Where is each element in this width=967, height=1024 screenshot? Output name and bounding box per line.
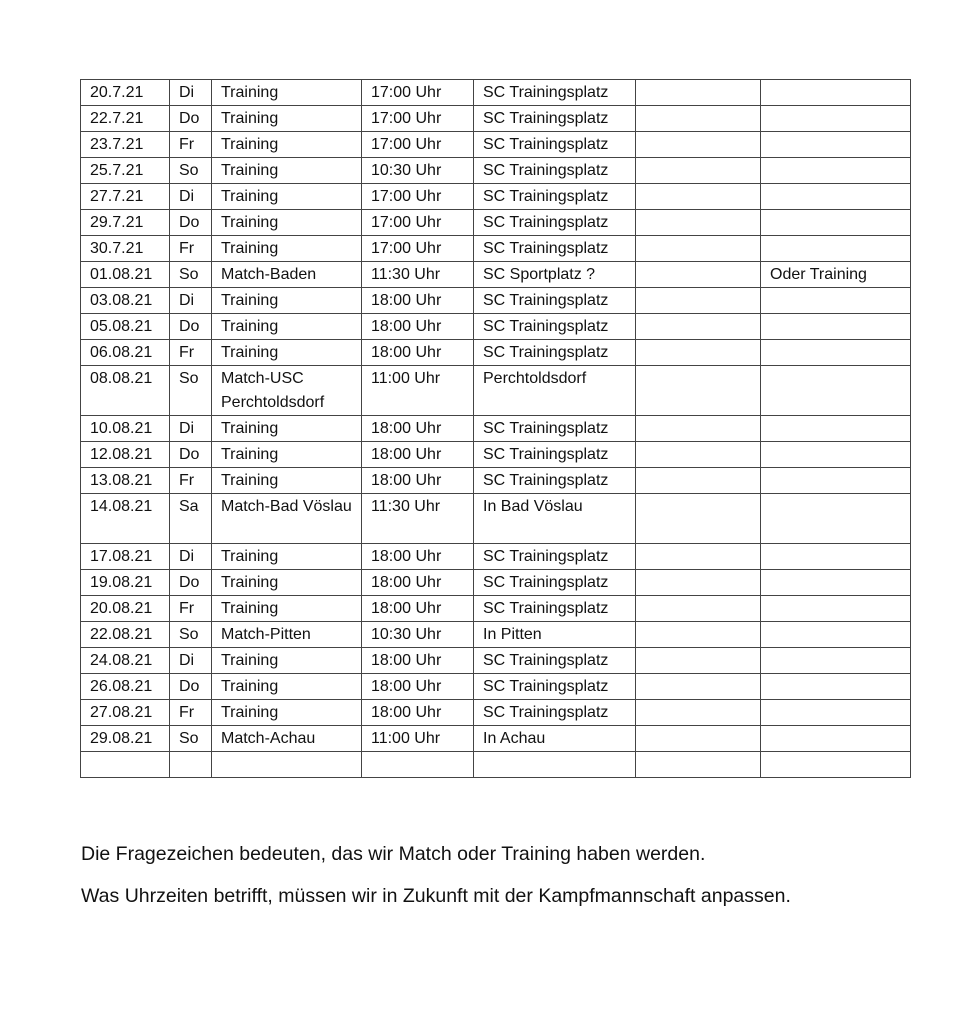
place-cell: Perchtoldsdorf: [474, 366, 636, 416]
table-row: [81, 158, 911, 184]
remark-cell: [761, 570, 911, 596]
time-cell: 17:00 Uhr: [362, 132, 474, 158]
extra-cell: [636, 648, 761, 674]
event-cell: Training: [212, 80, 362, 106]
extra-cell: [636, 210, 761, 236]
time-cell: 18:00 Uhr: [362, 648, 474, 674]
date-cell: 20.08.21: [81, 596, 170, 622]
extra-cell: [636, 262, 761, 288]
remark-cell: [761, 544, 911, 570]
remark-cell: [761, 674, 911, 700]
place-cell: SC Trainingsplatz: [474, 416, 636, 442]
table-row: [81, 674, 911, 700]
extra-cell: [636, 468, 761, 494]
date-cell: 06.08.21: [81, 340, 170, 366]
date-cell: 26.08.21: [81, 674, 170, 700]
day-cell: Di: [170, 648, 212, 674]
event-cell: Training: [212, 544, 362, 570]
remark-cell: [761, 210, 911, 236]
date-cell: 10.08.21: [81, 416, 170, 442]
table-row: [81, 80, 911, 106]
event-cell: Training: [212, 236, 362, 262]
event-cell: Match-USC Perchtoldsdorf: [212, 366, 362, 416]
table-row: [81, 288, 911, 314]
event-cell: [212, 752, 362, 778]
place-cell: SC Trainingsplatz: [474, 132, 636, 158]
place-cell: [474, 752, 636, 778]
extra-cell: [636, 494, 761, 544]
event-cell: Training: [212, 210, 362, 236]
time-cell: 11:00 Uhr: [362, 726, 474, 752]
extra-cell: [636, 674, 761, 700]
day-cell: Di: [170, 544, 212, 570]
table-row: [81, 106, 911, 132]
event-cell: Training: [212, 340, 362, 366]
time-cell: 17:00 Uhr: [362, 80, 474, 106]
day-cell: So: [170, 622, 212, 648]
date-cell: 29.08.21: [81, 726, 170, 752]
date-cell: 14.08.21: [81, 494, 170, 544]
day-cell: Di: [170, 184, 212, 210]
place-cell: SC Trainingsplatz: [474, 236, 636, 262]
day-cell: Fr: [170, 132, 212, 158]
extra-cell: [636, 80, 761, 106]
place-cell: SC Trainingsplatz: [474, 106, 636, 132]
remark-cell: [761, 622, 911, 648]
time-cell: 18:00 Uhr: [362, 468, 474, 494]
table-row: [81, 648, 911, 674]
table-row: [81, 314, 911, 340]
place-cell: SC Trainingsplatz: [474, 184, 636, 210]
day-cell: Fr: [170, 596, 212, 622]
table-row: [81, 494, 911, 544]
table-row: [81, 596, 911, 622]
extra-cell: [636, 314, 761, 340]
time-cell: 18:00 Uhr: [362, 416, 474, 442]
remark-cell: [761, 468, 911, 494]
extra-cell: [636, 158, 761, 184]
day-cell: Do: [170, 314, 212, 340]
time-cell: 11:30 Uhr: [362, 262, 474, 288]
time-cell: 17:00 Uhr: [362, 184, 474, 210]
place-cell: SC Trainingsplatz: [474, 674, 636, 700]
place-cell: SC Sportplatz ?: [474, 262, 636, 288]
place-cell: SC Trainingsplatz: [474, 158, 636, 184]
day-cell: Do: [170, 570, 212, 596]
extra-cell: [636, 752, 761, 778]
event-cell: Match-Pitten: [212, 622, 362, 648]
remark-cell: [761, 648, 911, 674]
remark-cell: [761, 752, 911, 778]
event-cell: Training: [212, 700, 362, 726]
time-cell: 18:00 Uhr: [362, 544, 474, 570]
day-cell: Fr: [170, 700, 212, 726]
table-row: [81, 132, 911, 158]
place-cell: SC Trainingsplatz: [474, 544, 636, 570]
event-cell: Training: [212, 314, 362, 340]
remark-cell: [761, 494, 911, 544]
place-cell: SC Trainingsplatz: [474, 596, 636, 622]
event-cell: Training: [212, 570, 362, 596]
time-cell: 17:00 Uhr: [362, 236, 474, 262]
time-cell: 18:00 Uhr: [362, 674, 474, 700]
date-cell: 12.08.21: [81, 442, 170, 468]
day-cell: Do: [170, 106, 212, 132]
place-cell: SC Trainingsplatz: [474, 288, 636, 314]
event-cell: Training: [212, 106, 362, 132]
table-row: [81, 340, 911, 366]
time-cell: 18:00 Uhr: [362, 570, 474, 596]
day-cell: Do: [170, 442, 212, 468]
remark-cell: [761, 340, 911, 366]
date-cell: 27.7.21: [81, 184, 170, 210]
extra-cell: [636, 622, 761, 648]
day-cell: Sa: [170, 494, 212, 544]
event-cell: Match-Achau: [212, 726, 362, 752]
day-cell: [170, 752, 212, 778]
place-cell: SC Trainingsplatz: [474, 468, 636, 494]
table-row: [81, 262, 911, 288]
date-cell: 20.7.21: [81, 80, 170, 106]
date-cell: 30.7.21: [81, 236, 170, 262]
table-row: [81, 366, 911, 416]
event-cell: Match-Bad Vöslau: [212, 494, 362, 544]
day-cell: Di: [170, 288, 212, 314]
extra-cell: [636, 700, 761, 726]
remark-cell: [761, 596, 911, 622]
day-cell: Do: [170, 210, 212, 236]
event-cell: Training: [212, 132, 362, 158]
table-row: [81, 442, 911, 468]
place-cell: SC Trainingsplatz: [474, 80, 636, 106]
date-cell: 17.08.21: [81, 544, 170, 570]
event-cell: Training: [212, 158, 362, 184]
remark-cell: [761, 726, 911, 752]
place-cell: In Pitten: [474, 622, 636, 648]
event-cell: Training: [212, 674, 362, 700]
time-cell: 18:00 Uhr: [362, 288, 474, 314]
extra-cell: [636, 442, 761, 468]
extra-cell: [636, 366, 761, 416]
schedule-table: [80, 79, 911, 778]
date-cell: 01.08.21: [81, 262, 170, 288]
extra-cell: [636, 726, 761, 752]
time-cell: 10:30 Uhr: [362, 622, 474, 648]
extra-cell: [636, 340, 761, 366]
date-cell: 25.7.21: [81, 158, 170, 184]
day-cell: Di: [170, 416, 212, 442]
event-cell: Training: [212, 442, 362, 468]
table-row: [81, 752, 911, 778]
extra-cell: [636, 184, 761, 210]
extra-cell: [636, 416, 761, 442]
event-cell: Training: [212, 468, 362, 494]
time-cell: 18:00 Uhr: [362, 596, 474, 622]
event-cell: Training: [212, 648, 362, 674]
table-row: [81, 726, 911, 752]
remark-cell: Oder Training: [761, 262, 911, 288]
extra-cell: [636, 288, 761, 314]
remark-cell: [761, 442, 911, 468]
remark-cell: [761, 366, 911, 416]
place-cell: In Bad Vöslau: [474, 494, 636, 544]
event-cell: Match-Baden: [212, 262, 362, 288]
remark-cell: [761, 158, 911, 184]
time-cell: 10:30 Uhr: [362, 158, 474, 184]
extra-cell: [636, 132, 761, 158]
remark-cell: [761, 236, 911, 262]
date-cell: 27.08.21: [81, 700, 170, 726]
day-cell: Do: [170, 674, 212, 700]
time-cell: 17:00 Uhr: [362, 210, 474, 236]
time-cell: 17:00 Uhr: [362, 106, 474, 132]
day-cell: So: [170, 158, 212, 184]
table-row: [81, 416, 911, 442]
table-row: [81, 468, 911, 494]
date-cell: 19.08.21: [81, 570, 170, 596]
extra-cell: [636, 570, 761, 596]
place-cell: In Achau: [474, 726, 636, 752]
event-cell: Training: [212, 288, 362, 314]
time-cell: 18:00 Uhr: [362, 340, 474, 366]
place-cell: SC Trainingsplatz: [474, 442, 636, 468]
time-cell: 11:00 Uhr: [362, 366, 474, 416]
day-cell: Di: [170, 80, 212, 106]
notes-section: [81, 838, 901, 922]
date-cell: 22.7.21: [81, 106, 170, 132]
extra-cell: [636, 544, 761, 570]
date-cell: 24.08.21: [81, 648, 170, 674]
table-row: [81, 236, 911, 262]
day-cell: So: [170, 366, 212, 416]
place-cell: SC Trainingsplatz: [474, 570, 636, 596]
place-cell: SC Trainingsplatz: [474, 700, 636, 726]
remark-cell: [761, 106, 911, 132]
place-cell: SC Trainingsplatz: [474, 648, 636, 674]
remark-cell: [761, 314, 911, 340]
time-cell: 11:30 Uhr: [362, 494, 474, 544]
event-cell: Training: [212, 184, 362, 210]
schedule-body: [81, 80, 911, 778]
remark-cell: [761, 700, 911, 726]
extra-cell: [636, 106, 761, 132]
table-row: [81, 700, 911, 726]
day-cell: Fr: [170, 468, 212, 494]
table-row: [81, 184, 911, 210]
remark-cell: [761, 132, 911, 158]
remark-cell: [761, 416, 911, 442]
time-cell: 18:00 Uhr: [362, 700, 474, 726]
date-cell: 13.08.21: [81, 468, 170, 494]
place-cell: SC Trainingsplatz: [474, 340, 636, 366]
day-cell: So: [170, 262, 212, 288]
time-cell: [362, 752, 474, 778]
day-cell: Fr: [170, 340, 212, 366]
note-times: Was Uhrzeiten betrifft, müssen wir in Zukunft mit der Kampfmannschaft anpassen.: [81, 885, 791, 907]
remark-cell: [761, 184, 911, 210]
place-cell: SC Trainingsplatz: [474, 210, 636, 236]
time-cell: 18:00 Uhr: [362, 442, 474, 468]
table-row: [81, 622, 911, 648]
date-cell: 03.08.21: [81, 288, 170, 314]
event-cell: Training: [212, 416, 362, 442]
place-cell: SC Trainingsplatz: [474, 314, 636, 340]
day-cell: Fr: [170, 236, 212, 262]
event-cell: Training: [212, 596, 362, 622]
time-cell: 18:00 Uhr: [362, 314, 474, 340]
remark-cell: [761, 80, 911, 106]
date-cell: 05.08.21: [81, 314, 170, 340]
table-row: [81, 210, 911, 236]
date-cell: 23.7.21: [81, 132, 170, 158]
date-cell: [81, 752, 170, 778]
date-cell: 29.7.21: [81, 210, 170, 236]
day-cell: So: [170, 726, 212, 752]
extra-cell: [636, 596, 761, 622]
table-row: [81, 570, 911, 596]
remark-cell: [761, 288, 911, 314]
extra-cell: [636, 236, 761, 262]
date-cell: 08.08.21: [81, 366, 170, 416]
table-row: [81, 544, 911, 570]
note-question-marks: Die Fragezeichen bedeuten, das wir Match oder Training haben werden.: [81, 843, 706, 865]
date-cell: 22.08.21: [81, 622, 170, 648]
